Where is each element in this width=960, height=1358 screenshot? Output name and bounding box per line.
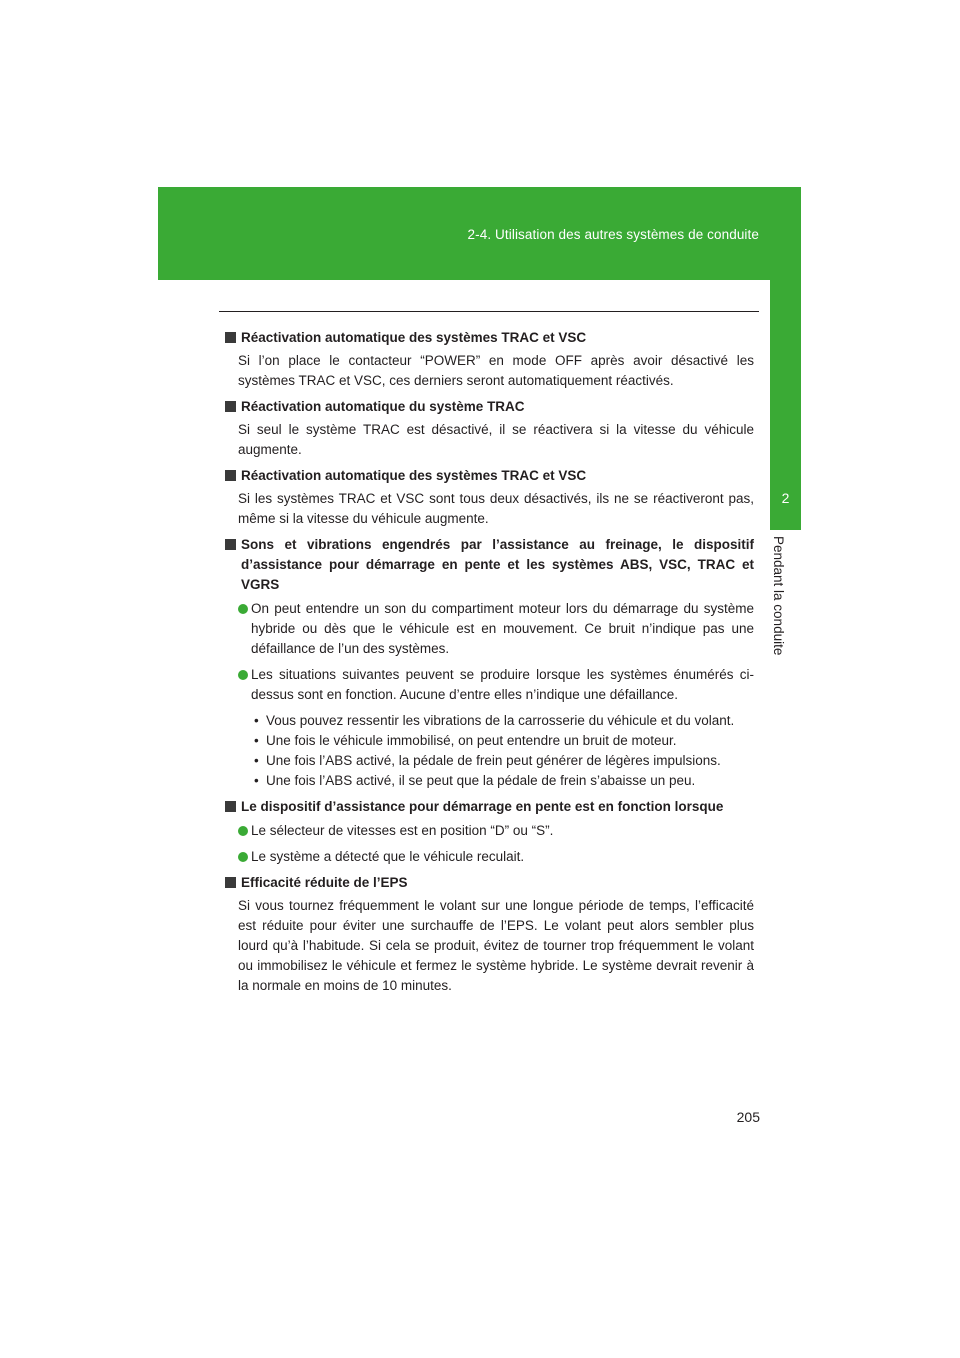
round-bullet-icon xyxy=(238,670,248,680)
round-bullet-icon xyxy=(238,604,248,614)
round-bullet-icon xyxy=(238,852,248,862)
section-eps-efficiency xyxy=(222,873,754,996)
section-text: Si seul le système TRAC est désactivé, il se réactivera si la vitesse du véhicule augmente. xyxy=(238,422,754,457)
chapter-label xyxy=(771,536,796,666)
square-bullet-icon xyxy=(225,470,236,481)
list-item: On peut entendre un son du compartiment moteur lors du démarrage du système hybride ou dès que le véhicule est en mouvement. Ce bruit n’indique pas une défaillance de l’un des systèmes. xyxy=(222,599,754,659)
section-text: Si les systèmes TRAC et VSC sont tous deux désactivés, ils ne se réactiveront pas, même si la vitesse du véhicule augmente. xyxy=(238,491,754,526)
square-bullet-icon xyxy=(225,801,236,812)
square-bullet-icon xyxy=(225,332,236,343)
section-heading: Efficacité réduite de l’EPS xyxy=(241,875,408,890)
page-number: 205 xyxy=(736,1109,760,1125)
chapter-label-text: Pendant la conduite xyxy=(771,536,786,656)
section-sounds-vibrations xyxy=(222,535,754,791)
chapter-tab xyxy=(770,280,801,530)
sub-list-item: • Vous pouvez ressentir les vibrations de la carrosserie du véhicule et du volant. xyxy=(254,713,735,728)
list-item: Le sélecteur de vitesses est en position “D” ou “S”. xyxy=(222,821,754,841)
sub-list-item: • Une fois le véhicule immobilisé, on peut entendre un bruit de moteur. xyxy=(254,733,677,748)
square-bullet-icon xyxy=(225,877,236,888)
section-text: Si l’on place le contacteur “POWER” en mode OFF après avoir désactivé les systèmes TRAC et VSC, ces derniers seront automatiquement réactivés. xyxy=(238,353,754,388)
page-content xyxy=(222,328,754,1002)
section-heading: Le dispositif d’assistance pour démarrage en pente est en fonction lorsque xyxy=(241,799,724,814)
section-trac-vsc-reactivation xyxy=(222,328,754,391)
round-bullet-icon xyxy=(238,826,248,836)
header-band xyxy=(158,187,801,280)
section-text: Si vous tournez fréquemment le volant sur une longue période de temps, l’efficacité est réduite pour éviter une surchauffe de l’EPS. Le volant peut alors sembler plus lourd qu’à l’habitude. Si cela se produit, évitez de tourner trop fréquemment le volant ou immobilisez le véhicule et fermez le système hybride. Le système devrait revenir à la normale en moins de 10 minutes. xyxy=(238,898,754,993)
section-heading: Réactivation automatique des systèmes TRAC et VSC xyxy=(241,468,587,483)
section-heading: Réactivation automatique des systèmes TRAC et VSC xyxy=(241,330,587,345)
section-hill-start-assist xyxy=(222,797,754,867)
section-trac-vsc-no-reactivation xyxy=(222,466,754,529)
list-item: Les situations suivantes peuvent se produire lorsque les systèmes énumérés ci-dessus sont en fonction. Aucune d’entre elles n’indique une défaillance. xyxy=(222,665,754,705)
header-title: 2-4. Utilisation des autres systèmes de conduite xyxy=(467,227,759,242)
sub-list-item: • Une fois l’ABS activé, il se peut que la pédale de frein s’abaisse un peu. xyxy=(254,773,696,788)
chapter-number: 2 xyxy=(781,490,790,506)
section-heading: Sons et vibrations engendrés par l’assistance au freinage, le dispositif d’assistance pour démarrage en pente et les systèmes ABS, VSC, TRAC et VGRS xyxy=(241,537,754,592)
sub-list-item: • Une fois l’ABS activé, la pédale de frein peut générer de légères impulsions. xyxy=(254,753,721,768)
section-trac-reactivation xyxy=(222,397,754,460)
square-bullet-icon xyxy=(225,401,236,412)
list-item: Le système a détecté que le véhicule reculait. xyxy=(222,847,754,867)
header-rule xyxy=(219,311,759,312)
section-heading: Réactivation automatique du système TRAC xyxy=(241,399,525,414)
square-bullet-icon xyxy=(225,539,236,550)
